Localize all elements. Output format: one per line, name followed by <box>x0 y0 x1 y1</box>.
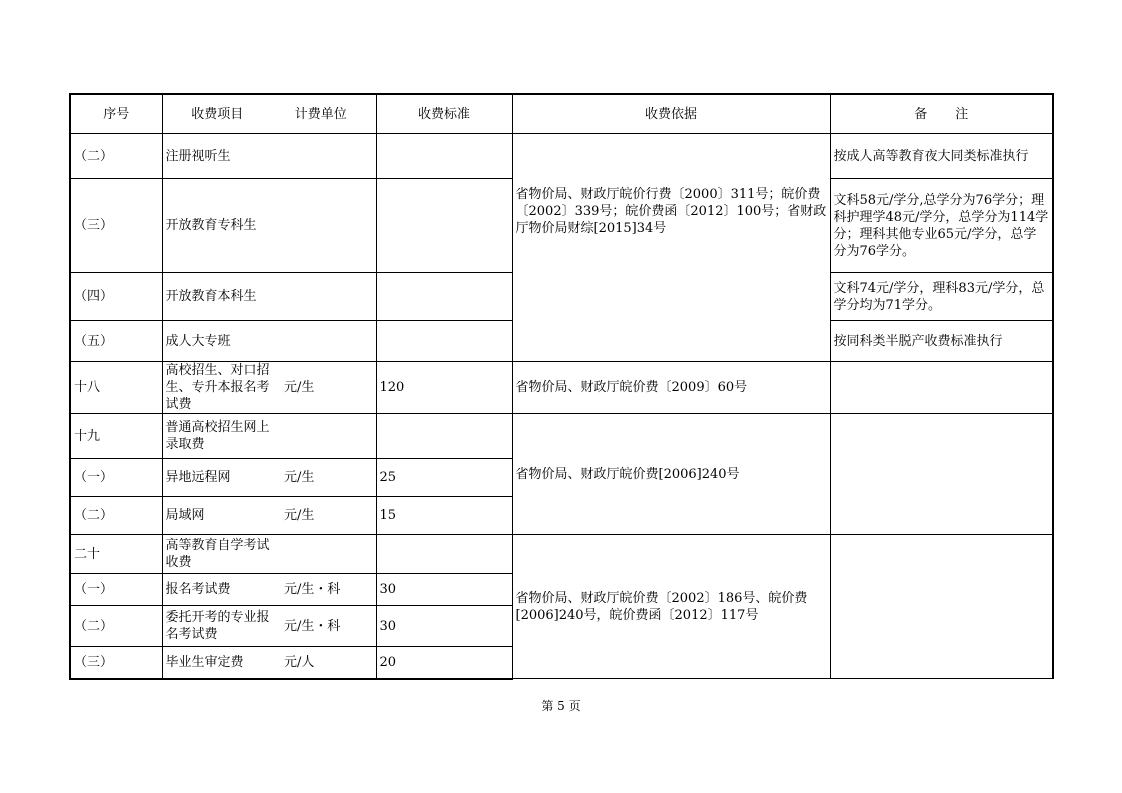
cell-seq: （三） <box>70 647 162 679</box>
cell-unit <box>281 535 376 574</box>
cell-seq: （二） <box>70 606 162 647</box>
cell-unit <box>281 273 376 321</box>
table-row <box>70 362 1053 414</box>
cell-note <box>830 414 1053 535</box>
cell-unit <box>281 414 376 459</box>
fee-table <box>69 93 1054 680</box>
header-unit: 计费单位 <box>294 106 347 122</box>
cell-standard: 120 <box>376 362 512 414</box>
cell-note: 按成人高等教育夜大同类标准执行 <box>830 134 1053 179</box>
cell-item: 成人大专班 <box>162 321 281 362</box>
cell-seq: 十八 <box>70 362 162 414</box>
cell-unit: 元/生・科 <box>281 606 376 647</box>
cell-basis: 省物价局、财政厅皖价费〔2002〕186号、皖价费[2006]240号，皖价费函〔2012〕117号 <box>512 535 830 679</box>
cell-unit: 元/生 <box>281 497 376 535</box>
cell-unit <box>281 134 376 179</box>
header-note-a: 备 <box>914 106 928 122</box>
cell-standard <box>376 414 512 459</box>
header-item-unit <box>162 94 376 134</box>
cell-item: 高校招生、对口招生、专升本报名考试费 <box>162 362 281 414</box>
cell-item: 注册视听生 <box>162 134 281 179</box>
cell-item: 异地远程网 <box>162 459 281 497</box>
cell-item: 局域网 <box>162 497 281 535</box>
page-number: 第 5 页 <box>541 699 581 713</box>
cell-item: 开放教育本科生 <box>162 273 281 321</box>
cell-seq: （三） <box>70 179 162 273</box>
cell-standard <box>376 179 512 273</box>
cell-unit: 元/生 <box>281 362 376 414</box>
header-item: 收费项目 <box>191 106 244 122</box>
cell-standard: 30 <box>376 574 512 606</box>
cell-standard <box>376 273 512 321</box>
cell-seq: （五） <box>70 321 162 362</box>
cell-unit <box>281 321 376 362</box>
table-row <box>70 535 1053 574</box>
cell-basis: 省物价局、财政厅皖价费〔2009〕60号 <box>512 362 830 414</box>
cell-seq: （二） <box>70 134 162 179</box>
cell-basis: 省物价局、财政厅皖价行费〔2000〕311号；皖价费〔2002〕339号；皖价费函〔2012〕100号；省财政厅物价局财综[2015]34号 <box>512 134 830 362</box>
cell-item: 毕业生审定费 <box>162 647 281 679</box>
cell-note <box>830 362 1053 414</box>
cell-seq: （一） <box>70 574 162 606</box>
header-note-b: 注 <box>955 106 969 122</box>
cell-standard <box>376 535 512 574</box>
cell-standard: 20 <box>376 647 512 679</box>
cell-basis: 省物价局、财政厅皖价费[2006]240号 <box>512 414 830 535</box>
cell-seq: （一） <box>70 459 162 497</box>
cell-seq: （二） <box>70 497 162 535</box>
cell-note: 按同科类半脱产收费标准执行 <box>830 321 1053 362</box>
cell-note: 文科74元/学分，理科83元/学分，总学分均为71学分。 <box>830 273 1053 321</box>
cell-unit <box>281 179 376 273</box>
cell-note <box>830 535 1053 679</box>
cell-standard <box>376 321 512 362</box>
cell-seq: 二十 <box>70 535 162 574</box>
header-seq: 序号 <box>70 94 162 134</box>
cell-item: 委托开考的专业报名考试费 <box>162 606 281 647</box>
header-standard: 收费标准 <box>376 94 512 134</box>
cell-standard <box>376 134 512 179</box>
cell-seq: 十九 <box>70 414 162 459</box>
cell-unit: 元/生・科 <box>281 574 376 606</box>
cell-standard: 15 <box>376 497 512 535</box>
header-basis: 收费依据 <box>512 94 830 134</box>
cell-item: 报名考试费 <box>162 574 281 606</box>
cell-standard: 25 <box>376 459 512 497</box>
table-row <box>70 134 1053 179</box>
cell-seq: （四） <box>70 273 162 321</box>
header-row <box>70 94 1053 134</box>
header-note <box>830 94 1053 134</box>
cell-item: 高等教育自学考试收费 <box>162 535 281 574</box>
cell-unit: 元/人 <box>281 647 376 679</box>
cell-standard: 30 <box>376 606 512 647</box>
cell-item: 普通高校招生网上录取费 <box>162 414 281 459</box>
cell-item: 开放教育专科生 <box>162 179 281 273</box>
cell-unit: 元/生 <box>281 459 376 497</box>
table-row <box>70 414 1053 459</box>
cell-note: 文科58元/学分,总学分为76学分；理科护理学48元/学分，总学分为114学分；理科其他专业65元/学分，总学分为76学分。 <box>830 179 1053 273</box>
